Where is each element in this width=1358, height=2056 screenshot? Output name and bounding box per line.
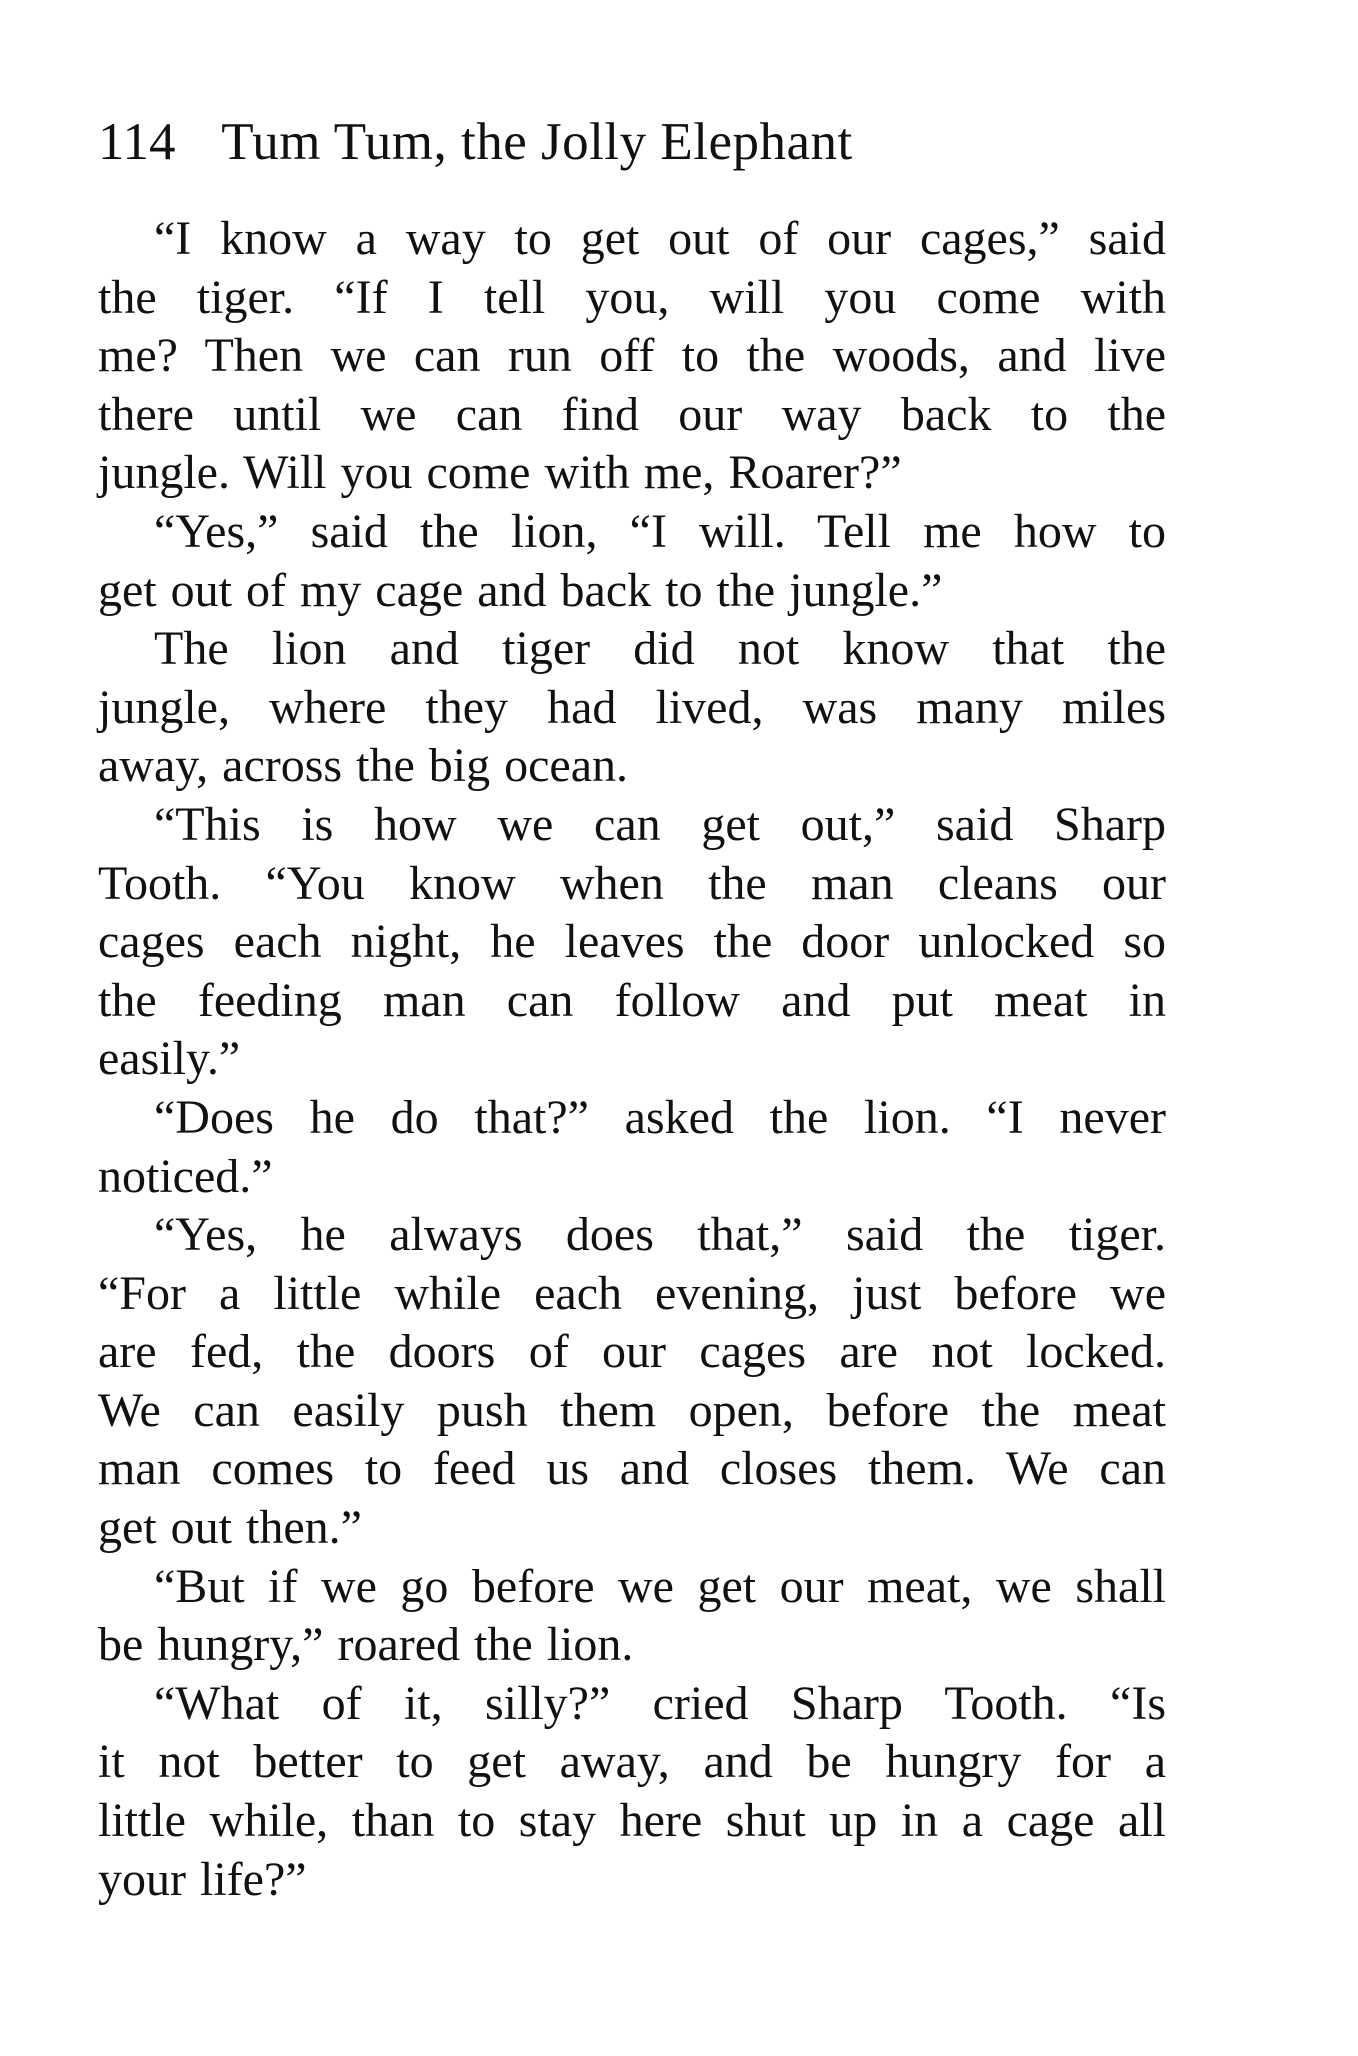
- text-line: get out then.”: [98, 1501, 362, 1555]
- text-line: your life?”: [98, 1852, 307, 1906]
- text-line: jungle, where they had lived, was many miles: [98, 680, 1166, 734]
- page-header: [98, 112, 1218, 172]
- text-line: the feeding man can follow and put meat in: [98, 973, 1166, 1027]
- text-line: “I know a way to get out of our cages,” said: [154, 212, 1166, 265]
- text-line: “Yes, he always does that,” said the tiger.: [154, 1208, 1166, 1262]
- text-line: man comes to feed us and closes them. We can: [98, 1442, 1166, 1496]
- text-line: “Yes,” said the lion, “I will. Tell me how to: [154, 504, 1166, 558]
- text-line: me? Then we can run off to the woods, and live: [98, 329, 1166, 383]
- text-line: away, across the big ocean.: [98, 739, 628, 793]
- text-line: “Does he do that?” asked the lion. “I never: [154, 1090, 1166, 1144]
- text-line: Tooth. “You know when the man cleans our: [98, 856, 1166, 910]
- text-line: be hungry,” roared the lion.: [98, 1618, 634, 1672]
- text-line: cages each night, he leaves the door unlocked so: [98, 915, 1166, 969]
- text-line: “This is how we can get out,” said Sharp: [154, 797, 1166, 851]
- page-number: 114: [98, 113, 176, 171]
- text-line: get out of my cage and back to the jungle.”: [98, 563, 943, 617]
- text-line: The lion and tiger did not know that the: [154, 622, 1166, 676]
- running-title: Tum Tum, the Jolly Elephant: [221, 113, 853, 171]
- text-line: jungle. Will you come with me, Roarer?”: [98, 446, 902, 500]
- body-text: [98, 210, 1166, 1909]
- text-line: the tiger. “If I tell you, will you come with: [98, 270, 1166, 324]
- text-line: little while, than to stay here shut up in a cage all: [98, 1794, 1166, 1848]
- text-line: it not better to get away, and be hungry for a: [98, 1735, 1166, 1789]
- text-line: “What of it, silly?” cried Sharp Tooth. “Is: [154, 1676, 1166, 1730]
- text-line: are fed, the doors of our cages are not locked.: [98, 1325, 1166, 1379]
- text-line: “But if we go before we get our meat, we shall: [154, 1559, 1166, 1613]
- text-line: “For a little while each evening, just before we: [98, 1266, 1166, 1320]
- text-line: easily.”: [98, 1032, 241, 1086]
- text-line: We can easily push them open, before the meat: [98, 1383, 1166, 1437]
- text-line: there until we can find our way back to the: [98, 387, 1166, 441]
- text-line: noticed.”: [98, 1149, 273, 1203]
